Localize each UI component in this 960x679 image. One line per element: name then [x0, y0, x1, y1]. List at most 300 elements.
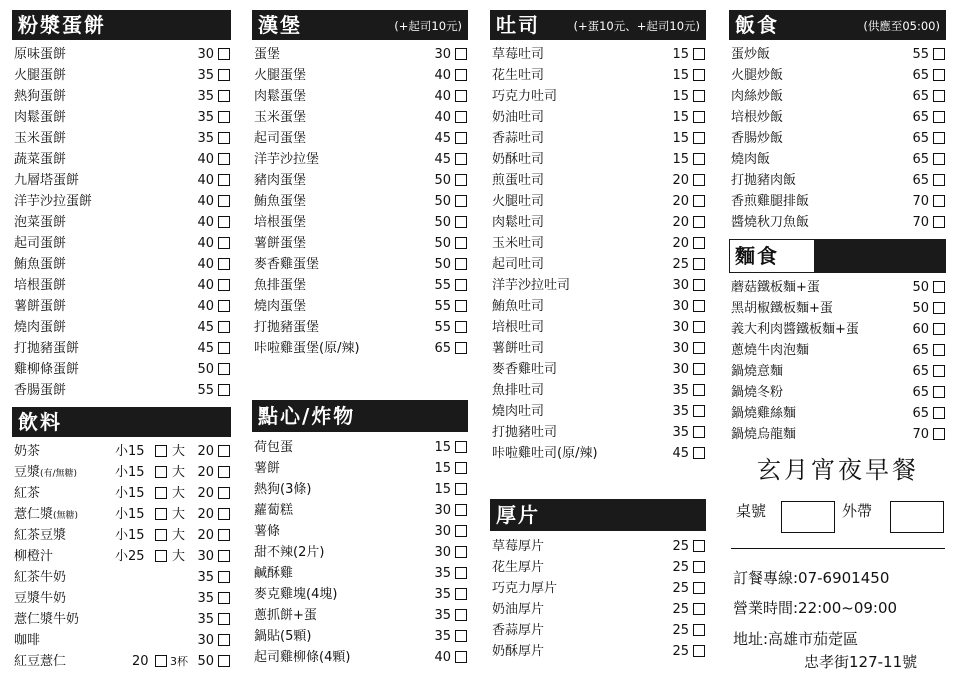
item-name: 蘑菇鐵板麵+蛋 [731, 280, 820, 295]
noodle-list [729, 277, 946, 445]
order-checkbox[interactable] [218, 195, 230, 207]
large-checkbox[interactable] [218, 529, 230, 541]
item-name: 鮪魚蛋堡 [254, 194, 307, 209]
item-price: 45 [197, 341, 214, 356]
item-name: 紅茶牛奶 [14, 570, 67, 585]
item-price: 40 [197, 152, 214, 167]
order-checkbox[interactable] [933, 428, 945, 440]
menu-item [252, 86, 468, 107]
order-checkbox[interactable] [933, 48, 945, 60]
item-price: 35 [197, 131, 214, 146]
item-price: 65 [434, 341, 451, 356]
order-checkbox[interactable] [218, 342, 230, 354]
small-checkbox[interactable] [155, 445, 167, 457]
menu-item [12, 86, 231, 107]
menu-column-3 [490, 0, 706, 662]
item-name: 起司吐司 [492, 257, 545, 272]
menu-item [252, 128, 468, 149]
item-price: 70 [912, 194, 929, 209]
small-checkbox[interactable] [155, 487, 167, 499]
large-checkbox[interactable] [218, 466, 230, 478]
menu-item [490, 296, 706, 317]
section-header-snack [252, 400, 468, 432]
item-price: 65 [912, 406, 929, 421]
order-checkbox[interactable] [693, 174, 705, 186]
menu-item [252, 500, 468, 521]
item-price: 65 [912, 152, 929, 167]
menu-item [490, 44, 706, 65]
item-name: 柳橙汁 [14, 549, 54, 564]
item-price: 55 [912, 47, 929, 62]
order-checkbox[interactable] [455, 546, 467, 558]
takeout-box[interactable] [890, 501, 944, 533]
large-price: 大 [172, 507, 186, 522]
item-price: 55 [197, 383, 214, 398]
large-price-value: 20 [197, 486, 214, 501]
item-price: 30 [197, 47, 214, 62]
item-price: 35 [434, 587, 451, 602]
drink-item [12, 609, 231, 630]
menu-item [729, 319, 946, 340]
order-checkbox[interactable] [455, 300, 467, 312]
item-price: 15 [672, 131, 689, 146]
item-name: 草莓吐司 [492, 47, 545, 62]
menu-item [12, 338, 231, 359]
single-checkbox[interactable] [155, 655, 167, 667]
large-price-value: 20 [197, 465, 214, 480]
item-price: 35 [672, 404, 689, 419]
item-price: 40 [434, 68, 451, 83]
item-name: 玉米吐司 [492, 236, 545, 251]
item-price: 65 [912, 364, 929, 379]
item-name: 荷包蛋 [254, 440, 294, 455]
large-checkbox[interactable] [218, 550, 230, 562]
item-name: 花生吐司 [492, 68, 545, 83]
order-checkbox[interactable] [693, 90, 705, 102]
item-name: 原味蛋餅 [14, 47, 67, 62]
order-checkbox[interactable] [693, 153, 705, 165]
order-checkbox[interactable] [455, 462, 467, 474]
order-checkbox[interactable] [455, 504, 467, 516]
item-name: 麥香雞吐司 [492, 362, 558, 377]
order-checkbox[interactable] [933, 90, 945, 102]
order-checkbox[interactable] [455, 69, 467, 81]
order-checkbox[interactable] [455, 630, 467, 642]
order-checkbox[interactable] [693, 363, 705, 375]
menu-item [490, 317, 706, 338]
menu-item [490, 86, 706, 107]
order-checkbox[interactable] [218, 300, 230, 312]
item-name: 肉鬆吐司 [492, 215, 545, 230]
menu-item [729, 86, 946, 107]
item-price: 20 [672, 236, 689, 251]
order-checkbox[interactable] [933, 281, 945, 293]
item-name: 燒肉吐司 [492, 404, 545, 419]
section-header-noodle [729, 239, 946, 273]
large-price: 大 [172, 444, 186, 459]
item-name: 草莓厚片 [492, 539, 545, 554]
order-checkbox[interactable] [455, 48, 467, 60]
item-name: 燒肉飯 [731, 152, 771, 167]
item-name: 麥克雞塊(4塊) [254, 587, 338, 602]
item-name: 打拋豬吐司 [492, 425, 558, 440]
order-checkbox[interactable] [455, 567, 467, 579]
order-checkbox[interactable] [693, 48, 705, 60]
order-checkbox[interactable] [455, 237, 467, 249]
item-name: 咖啡 [14, 633, 41, 648]
order-checkbox[interactable] [455, 279, 467, 291]
order-checkbox[interactable] [455, 153, 467, 165]
order-checkbox[interactable] [218, 634, 230, 646]
order-checkbox[interactable] [933, 132, 945, 144]
drink-item [12, 567, 231, 588]
order-checkbox[interactable] [933, 344, 945, 356]
order-checkbox[interactable] [455, 609, 467, 621]
item-name: 九層塔蛋餅 [14, 173, 80, 188]
order-checkbox[interactable] [455, 111, 467, 123]
item-name: 洋芋沙拉堡 [254, 152, 320, 167]
item-name: 豆漿(有/無糖) [14, 465, 78, 480]
order-checkbox[interactable] [933, 365, 945, 377]
section-title: 粉漿蛋餅 [18, 13, 106, 37]
menu-item [12, 44, 231, 65]
item-name: 熱狗(3條) [254, 482, 312, 497]
item-price: 30 [672, 320, 689, 335]
item-price: 35 [672, 425, 689, 440]
item-price: 15 [672, 47, 689, 62]
order-checkbox[interactable] [933, 195, 945, 207]
menu-column-4 [729, 0, 946, 445]
order-checkbox[interactable] [693, 342, 705, 354]
order-checkbox[interactable] [218, 237, 230, 249]
item-name: 巧克力吐司 [492, 89, 558, 104]
section-title: 吐司 [496, 13, 540, 37]
menu-item [252, 212, 468, 233]
order-checkbox[interactable] [693, 603, 705, 615]
section-title: 厚片 [496, 503, 540, 527]
item-name: 蛋堡 [254, 47, 281, 62]
item-name: 起司蛋堡 [254, 131, 307, 146]
item-name: 豬肉蛋堡 [254, 173, 307, 188]
item-name: 黑胡椒鐵板麵+蛋 [731, 301, 833, 316]
order-checkbox[interactable] [933, 407, 945, 419]
order-checkbox[interactable] [693, 69, 705, 81]
item-name: 鮪魚蛋餅 [14, 257, 67, 272]
item-name: 鍋燒冬粉 [731, 385, 784, 400]
menu-item [490, 599, 706, 620]
item-name: 麥香雞蛋堡 [254, 257, 320, 272]
order-checkbox[interactable] [218, 90, 230, 102]
item-price: 35 [434, 566, 451, 581]
small-checkbox[interactable] [155, 466, 167, 478]
order-checkbox[interactable] [455, 483, 467, 495]
small-price: 小15 [115, 507, 145, 522]
item-name: 火腿蛋堡 [254, 68, 307, 83]
order-checkbox[interactable] [693, 384, 705, 396]
item-price: 35 [672, 383, 689, 398]
item-name: 打拋豬肉飯 [731, 173, 797, 188]
small-price: 小15 [115, 486, 145, 501]
drink-item [12, 504, 231, 525]
order-checkbox[interactable] [218, 592, 230, 604]
order-checkbox[interactable] [218, 321, 230, 333]
item-name: 培根蛋堡 [254, 215, 307, 230]
order-checkbox[interactable] [933, 174, 945, 186]
large-checkbox[interactable] [218, 508, 230, 520]
item-price: 45 [434, 131, 451, 146]
item-price: 15 [672, 68, 689, 83]
menu-item [252, 44, 468, 65]
item-name: 香煎雞腿排飯 [731, 194, 810, 209]
section-header-burger [252, 10, 468, 40]
item-price: 55 [434, 299, 451, 314]
order-checkbox[interactable] [693, 321, 705, 333]
order-checkbox[interactable] [933, 153, 945, 165]
small-checkbox[interactable] [155, 529, 167, 541]
item-price: 40 [197, 173, 214, 188]
order-checkbox[interactable] [218, 132, 230, 144]
menu-item [490, 149, 706, 170]
order-checkbox[interactable] [218, 279, 230, 291]
item-price: 65 [912, 385, 929, 400]
order-checkbox[interactable] [455, 216, 467, 228]
order-checkbox[interactable] [218, 384, 230, 396]
order-checkbox[interactable] [455, 90, 467, 102]
item-name: 鍋燒烏龍麵 [731, 427, 797, 442]
order-checkbox[interactable] [455, 195, 467, 207]
order-checkbox[interactable] [218, 363, 230, 375]
drink-item [12, 441, 231, 462]
drink-item [12, 462, 231, 483]
item-price: 65 [912, 89, 929, 104]
item-price: 40 [197, 278, 214, 293]
item-price: 65 [912, 110, 929, 125]
order-checkbox[interactable] [455, 258, 467, 270]
item-name: 魚排蛋堡 [254, 278, 307, 293]
menu-item [490, 233, 706, 254]
item-price: 15 [672, 89, 689, 104]
item-price: 15 [672, 110, 689, 125]
large-price: 大 [172, 465, 186, 480]
menu-item [12, 233, 231, 254]
order-checkbox[interactable] [455, 342, 467, 354]
order-checkbox[interactable] [693, 426, 705, 438]
small-price: 小15 [115, 444, 145, 459]
item-name: 蘿蔔糕 [254, 503, 294, 518]
item-price: 30 [434, 47, 451, 62]
order-checkbox[interactable] [218, 153, 230, 165]
order-checkbox[interactable] [455, 588, 467, 600]
item-name: 蛋炒飯 [731, 47, 771, 62]
section-subtitle: (+蛋10元、+起司10元) [573, 19, 700, 33]
large-price-value: 20 [197, 507, 214, 522]
item-price: 50 [434, 215, 451, 230]
item-name: 義大利肉醬鐵板麵+蛋 [731, 322, 859, 337]
order-checkbox[interactable] [455, 321, 467, 333]
item-price: 45 [197, 320, 214, 335]
order-checkbox[interactable] [933, 386, 945, 398]
shop-name: 玄月宵夜早餐 [757, 456, 919, 484]
menu-item [12, 359, 231, 380]
thick-toast-list [490, 536, 706, 662]
menu-item [252, 170, 468, 191]
menu-item [12, 254, 231, 275]
menu-item [12, 107, 231, 128]
menu-item [490, 170, 706, 191]
small-checkbox[interactable] [155, 508, 167, 520]
order-checkbox[interactable] [218, 174, 230, 186]
item-name: 雞柳條蛋餅 [14, 362, 80, 377]
drink-item [12, 630, 231, 651]
order-checkbox[interactable] [218, 216, 230, 228]
item-name: 奶酥厚片 [492, 644, 545, 659]
small-checkbox[interactable] [155, 550, 167, 562]
menu-item [729, 382, 946, 403]
item-name: 紅茶豆漿 [14, 528, 67, 543]
item-name: 薯餅蛋堡 [254, 236, 307, 251]
order-checkbox[interactable] [218, 111, 230, 123]
item-name: 煎蛋吐司 [492, 173, 545, 188]
order-checkbox[interactable] [693, 195, 705, 207]
menu-item [252, 233, 468, 254]
item-name: 洋芋沙拉蛋餅 [14, 194, 93, 209]
order-checkbox[interactable] [218, 48, 230, 60]
item-name: 打拋豬蛋堡 [254, 320, 320, 335]
item-price: 50 [434, 194, 451, 209]
order-checkbox[interactable] [693, 447, 705, 459]
menu-item [490, 275, 706, 296]
item-name: 奶酥吐司 [492, 152, 545, 167]
order-checkbox[interactable] [933, 111, 945, 123]
item-name: 肉絲炒飯 [731, 89, 784, 104]
item-name: 鍋燒意麵 [731, 364, 784, 379]
item-name: 香蒜吐司 [492, 131, 545, 146]
menu-column-1 [12, 0, 231, 672]
order-checkbox[interactable] [455, 132, 467, 144]
order-checkbox[interactable] [933, 323, 945, 335]
order-checkbox[interactable] [693, 111, 705, 123]
order-checkbox[interactable] [933, 216, 945, 228]
item-name: 火腿蛋餅 [14, 68, 67, 83]
menu-item [490, 128, 706, 149]
single-price: 20 [132, 654, 149, 669]
item-name: 甜不辣(2片) [254, 545, 325, 560]
item-price: 40 [197, 236, 214, 251]
item-price: 50 [434, 236, 451, 251]
large-checkbox[interactable] [218, 487, 230, 499]
menu-item [729, 277, 946, 298]
item-name: 薯餅蛋餅 [14, 299, 67, 314]
section-title: 麵食 [735, 244, 779, 268]
item-price: 15 [672, 152, 689, 167]
menu-column-2 [252, 0, 468, 668]
order-checkbox[interactable] [693, 300, 705, 312]
item-price: 25 [672, 257, 689, 272]
item-name: 培根蛋餅 [14, 278, 67, 293]
item-price: 65 [912, 173, 929, 188]
order-checkbox[interactable] [455, 651, 467, 663]
order-checkbox[interactable] [455, 441, 467, 453]
bundle-checkbox[interactable] [218, 655, 230, 667]
item-price: 40 [434, 650, 451, 665]
phone-line: 訂餐專線:07-6901450 [733, 569, 890, 587]
order-checkbox[interactable] [218, 613, 230, 625]
menu-item [729, 65, 946, 86]
item-name: 咔啦雞吐司(原/辣) [492, 446, 598, 461]
item-price: 30 [672, 278, 689, 293]
order-checkbox[interactable] [455, 525, 467, 537]
item-name: 咔啦雞蛋堡(原/辣) [254, 341, 360, 356]
item-price: 30 [672, 299, 689, 314]
order-checkbox[interactable] [218, 258, 230, 270]
order-checkbox[interactable] [693, 561, 705, 573]
takeout-label: 外帶 [842, 502, 873, 520]
menu-item [252, 584, 468, 605]
order-checkbox[interactable] [693, 258, 705, 270]
menu-item [729, 44, 946, 65]
item-name: 玉米蛋餅 [14, 131, 67, 146]
menu-item [252, 647, 468, 668]
item-price: 15 [434, 461, 451, 476]
table-number-box[interactable] [781, 501, 835, 533]
item-price: 25 [672, 602, 689, 617]
item-price: 35 [434, 629, 451, 644]
order-checkbox[interactable] [218, 69, 230, 81]
section-title: 飯食 [735, 13, 779, 37]
item-price: 35 [197, 68, 214, 83]
item-price: 65 [912, 343, 929, 358]
item-price: 70 [912, 215, 929, 230]
item-price: 25 [672, 539, 689, 554]
menu-item [490, 536, 706, 557]
menu-item [12, 149, 231, 170]
order-checkbox[interactable] [933, 69, 945, 81]
drink-item [12, 588, 231, 609]
large-price-value: 30 [197, 549, 214, 564]
menu-item [490, 254, 706, 275]
menu-item [490, 401, 706, 422]
order-checkbox[interactable] [455, 174, 467, 186]
item-name: 奶茶 [14, 444, 41, 459]
bundle-price: 50 [197, 654, 214, 669]
menu-item [12, 317, 231, 338]
order-checkbox[interactable] [218, 571, 230, 583]
item-name: 玉米蛋堡 [254, 110, 307, 125]
order-checkbox[interactable] [693, 405, 705, 417]
order-checkbox[interactable] [693, 645, 705, 657]
item-price: 30 [672, 341, 689, 356]
menu-item [12, 170, 231, 191]
menu-item [490, 620, 706, 641]
item-name: 培根吐司 [492, 320, 545, 335]
item-name: 香蒜厚片 [492, 623, 545, 638]
item-price: 45 [434, 152, 451, 167]
order-checkbox[interactable] [693, 582, 705, 594]
order-checkbox[interactable] [693, 216, 705, 228]
menu-item [490, 191, 706, 212]
order-checkbox[interactable] [693, 279, 705, 291]
large-checkbox[interactable] [218, 445, 230, 457]
item-price: 40 [197, 215, 214, 230]
order-checkbox[interactable] [693, 540, 705, 552]
order-checkbox[interactable] [693, 132, 705, 144]
item-price: 40 [197, 299, 214, 314]
order-checkbox[interactable] [693, 624, 705, 636]
order-checkbox[interactable] [693, 237, 705, 249]
order-checkbox[interactable] [933, 302, 945, 314]
menu-item [252, 275, 468, 296]
item-name: 奶油吐司 [492, 110, 545, 125]
